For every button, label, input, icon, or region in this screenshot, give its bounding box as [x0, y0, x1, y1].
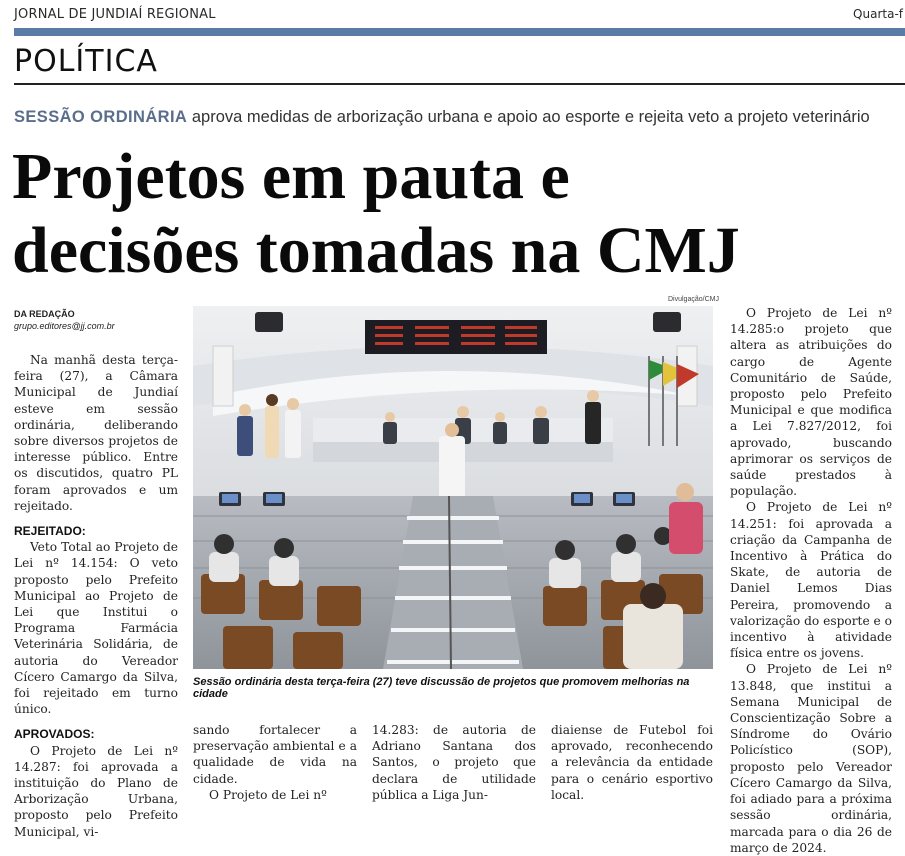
subhead-rejected: REJEITADO: [14, 524, 86, 539]
column-4-paragraph-1: diaiense de Futebol foi aprovado, reconhecendo a relevância da entidade para o cenário esportivo local. [551, 723, 713, 802]
photo-credit: Divulgação/CMJ [668, 296, 719, 303]
column-5 [730, 305, 892, 856]
subhead-approved: APROVADOS: [14, 727, 95, 742]
headline [12, 140, 902, 288]
issue-date: Quarta-f [853, 7, 903, 21]
kicker-text: aprova medidas de arborização urbana e apoio ao esporte e rejeita veto a projeto veterinário [191, 108, 870, 126]
session-photo [193, 306, 713, 669]
column-2-paragraph-2: O Projeto de Lei nº [209, 787, 327, 802]
column-2-paragraph-1: sando fortalecer a preservação ambiental e a qualidade de vida na cidade. [193, 723, 357, 786]
section-rule [14, 83, 905, 85]
column-5-paragraph-3: O Projeto de Lei nº 13.848, que institui a Semana Municipal de Conscientização Sobre a Síndrome do Ovário Policístico (SOP), proposto pelo Vereador Cícero Camargo da Silva, foi adiado para a próxima sessão ordinária, marcada para o dia 26 de março de 2024. [730, 662, 892, 855]
approved-paragraph-1: O Projeto de Lei nº 14.287: foi aprovada a instituição do Plano de Arborização Urbana, proposto pelo Prefeito Municipal, vi- [14, 743, 178, 839]
headline-line-1: Projetos em pauta e [12, 140, 570, 213]
photo-caption: Sessão ordinária desta terça-feira (27) teve discussão de projetos que promovem melhorias na cidade [193, 676, 690, 700]
kicker-lead: SESSÃO ORDINÁRIA [14, 108, 188, 126]
column-3 [372, 722, 536, 803]
column-5-paragraph-2: O Projeto de Lei nº 14.251: foi aprovada a criação da Campanha de Incentivo à Prática do Skate, de autoria de Daniel Lemos Dias Pereira, promovendo a valorização do esporte e o incentivo à atividade física entre os jovens. [730, 500, 892, 661]
byline-email: grupo.editores@jj.com.br [14, 321, 115, 331]
byline-author: DA REDAÇÃO [14, 309, 75, 319]
column-3-paragraph-1: 14.283: de autoria de Adriano Santana dos Santos, o projeto que declara de utilidade pública a Liga Jun- [372, 723, 536, 802]
byline [14, 308, 115, 332]
kicker [14, 108, 870, 127]
column-4 [551, 722, 713, 803]
chamber-illustration [193, 306, 713, 669]
column-1 [14, 352, 178, 840]
section-title: POLÍTICA [14, 44, 158, 79]
rejected-paragraph: Veto Total ao Projeto de Lei nº 14.154: O veto proposto pelo Prefeito Municipal ao Projeto de Lei que Institui o Programa Farmácia Veterinária Solidária, de autoria do Vereador Cícero Camargo da Silva, foi rejeitado em turno único. [14, 540, 178, 717]
column-5-paragraph-1: O Projeto de Lei nº 14.285:o projeto que altera as atribuições do cargo de Agente Comunitário de Saúde, proposto pelo Prefeito Municipal e que modifica a Lei 7.827/2012, foi aprovado, buscando aprimorar os serviços de saúde prestados à população. [730, 306, 892, 499]
intro-paragraph: Na manhã desta terça-feira (27), a Câmara Municipal de Jundiaí esteve em sessão ordinária, deliberando sobre diversos projetos de interesse público. Entre os discutidos, quatro PL foram aprovados e um rejeitado. [14, 353, 178, 513]
newspaper-name: JORNAL DE JUNDIAÍ REGIONAL [14, 7, 216, 22]
column-2 [193, 722, 357, 803]
headline-line-2: decisões tomadas na CMJ [12, 214, 740, 287]
masthead-rule [14, 28, 905, 36]
